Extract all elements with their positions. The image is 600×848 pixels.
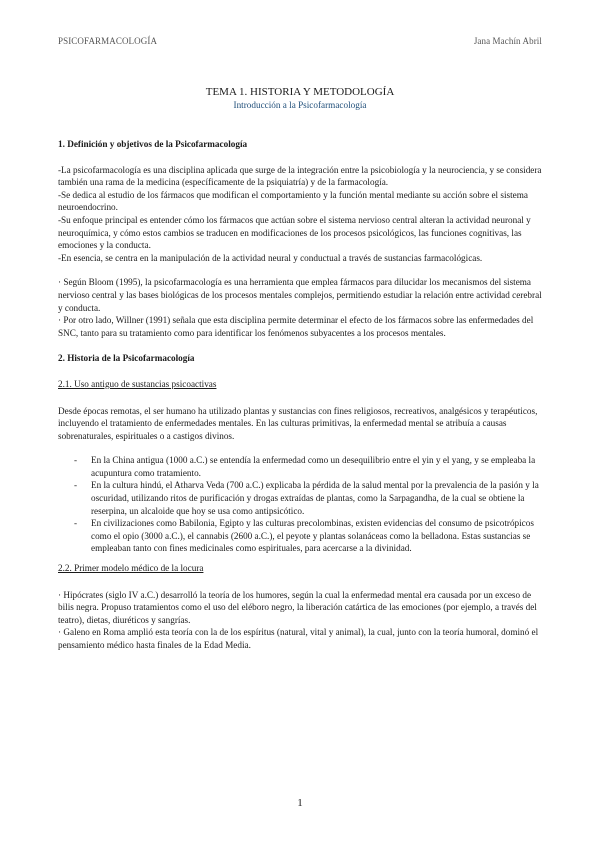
paragraph-line: -La psicofarmacología es una disciplina aplicada que surge de la integración entre la psicobiología y la neurociencia, y se considera también una rama de la medicina (específicamente de la psiquiatría) y de la farmacología. — [58, 164, 542, 188]
list-item: - En la cultura hindú, el Atharva Veda (700 a.C.) explicaba la pérdida de la salud mental por la prevalencia de la pasión y la oscuridad, utilizando ritos de purificación y drogas extraídas de plantas, como la Sarpagandha, de la cual se obtiene la reserpina, un alcaloide que hoy se usa como antipsicótico. — [58, 479, 542, 517]
paragraph-line: · Galeno en Roma amplió esta teoría con la de los espíritus (natural, vital y animal), la cual, junto con la teoría humoral, dominó el pensamiento médico hasta finales de la Edad Media. — [58, 627, 539, 650]
paragraph: Desde épocas remotas, el ser humano ha utilizado plantas y sustancias con fines religiosos, recreativos, analgésicos y terapéuticos, incluyendo el tratamiento de enfermedades mentales. En las culturas primitivas, la enfermedad mental se atribuía a causas sobrenaturales, espirituales o a castigos divinos. — [58, 405, 538, 441]
page-title: TEMA 1. HISTORIA Y METODOLOGÍA — [205, 86, 395, 98]
paragraph-line: -Su enfoque principal es entender cómo los fármacos que actúan sobre el sistema nervioso central alteran la actividad neuronal y neuroquímica, y cómo estos cambios se traducen en modificaciones de los procesos psicológicos, las funciones cognitivas, las emociones y la conducta. — [58, 214, 531, 251]
running-header-right: Jana Machín Abril — [473, 36, 542, 46]
page-subtitle: Introducción a la Psicofarmacología — [233, 100, 367, 110]
subsection-heading — [58, 562, 542, 575]
paragraph-line: · Por otro lado, Willner (1991) señala que esta disciplina permite determinar el efecto de los fármacos sobre las enfermedades del SNC, tanto para su tratamiento como para identificar los fenómenos subyacentes a los procesos mentales. — [58, 315, 534, 338]
paragraph-line: -En esencia, se centra en la manipulación de la actividad neural y conductual a través de sustancias farmacológicas. — [58, 252, 483, 263]
list-item: - En la China antigua (1000 a.C.) se entendía la enfermedad como un desequilibrio entre el yin y el yang, y se empleaba la acupuntura como tratamiento. — [58, 454, 542, 479]
title-block — [0, 86, 600, 110]
document-body — [58, 138, 542, 652]
section-heading: 2. Historia de la Psicofarmacología — [58, 353, 195, 364]
bullet-list — [58, 454, 542, 555]
paragraph-line: -Se dedica al estudio de los fármacos que modifican el comportamiento y la función mental mediante su acción sobre el sistema neuroendocrino. — [58, 189, 528, 213]
section-heading: 1. Definición y objetivos de la Psicofarmacología — [58, 139, 248, 149]
list-item: - En civilizaciones como Babilonia, Egipto y las culturas precolombinas, existen evidencias del consumo de psicotrópicos como el opio (3000 a.C.), el cannabis (2600 a.C.), el peyote y plantas solanáceas como la belladona. Estas sustancias se empleaban tanto con fines medicinales como espirituales, para acercarse a la divinidad. — [58, 517, 542, 555]
running-header-left: PSICOFARMACOLOGÍA — [58, 36, 158, 46]
page-number: 1 — [297, 797, 303, 809]
subsection-title: 2.2. Primer modelo médico de la locura — [58, 563, 204, 574]
paragraph-line: · Según Bloom (1995), la psicofarmacología es una herramienta que emplea fármacos para dilucidar los mecanismos del sistema nervioso central y las bases biológicas de los procesos mentales complejos, permitiendo estudiar la relación entre actividad cerebral y conducta. — [58, 277, 542, 313]
paragraph-line: · Hipócrates (siglo IV a.C.) desarrolló la teoría de los humores, según la cual la enfermedad mental era causada por un exceso de bilis negra. Propuso tratamientos como el uso del eléboro negro, la liberación catártica de las emociones (por ejemplo, a través del teatro), dietas, diuréticos y sangrías. — [58, 589, 537, 625]
subsection-heading — [58, 378, 542, 391]
subsection-title: 2.1. Uso antiguo de sustancias psicoactivas — [58, 378, 217, 389]
